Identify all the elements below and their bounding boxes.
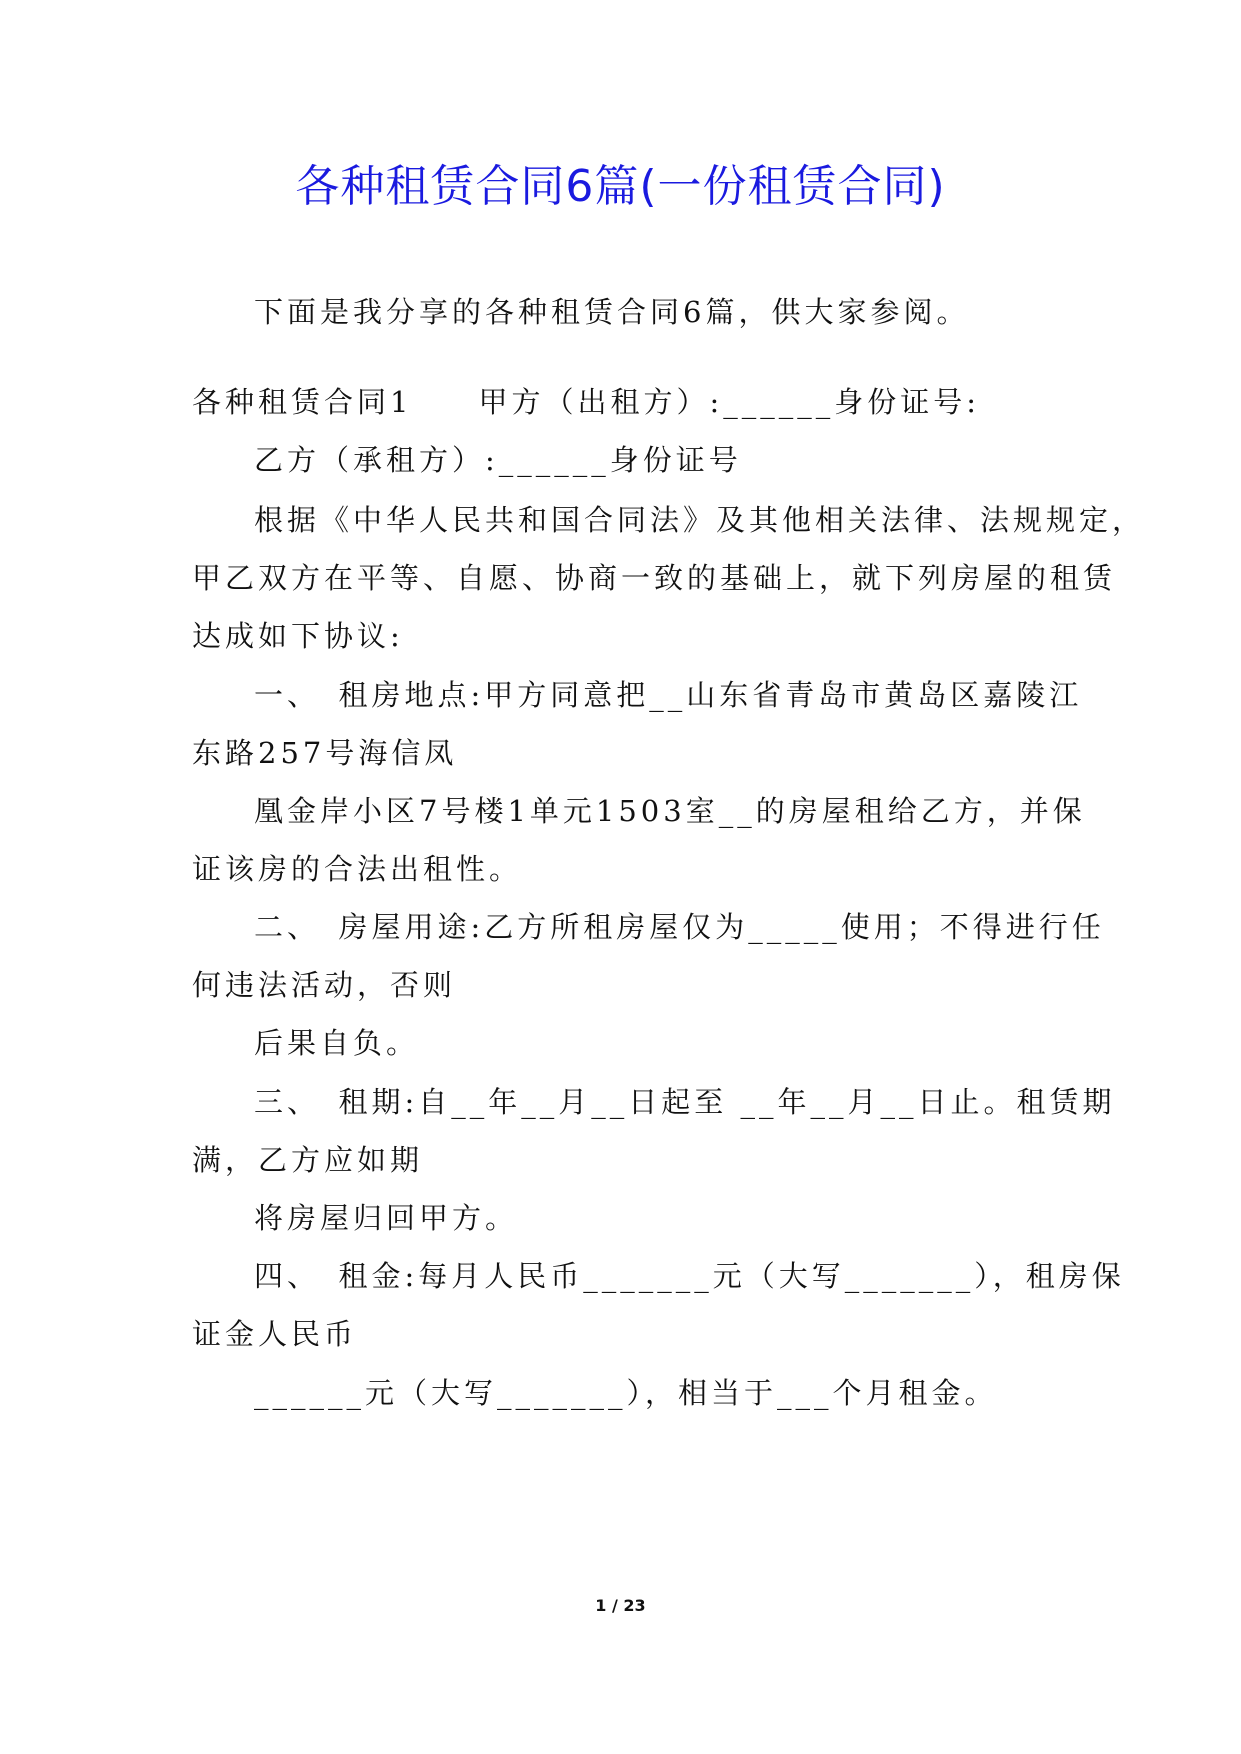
page-number: 1 / 23 bbox=[595, 1596, 646, 1615]
document-title: 各种租赁合同6篇(一份租赁合同) bbox=[295, 161, 946, 212]
clause-2-line: 二、 房屋用途:乙方所租房屋仅为_____使用；不得进行任 bbox=[254, 910, 1105, 944]
clause-2-line: 何违法活动，否则 bbox=[192, 968, 457, 1002]
paragraph-line: 根据《中华人民共和国合同法》及其他相关法律、法规规定， bbox=[254, 503, 1146, 537]
clause-2-line: 后果自负。 bbox=[254, 1026, 420, 1060]
clause-3-line: 三、 租期:自__年__月__日起至 __年__月__日止。租赁期 bbox=[254, 1085, 1116, 1119]
clause-4-line: 四、 租金:每月人民币_______元（大写_______），租房保 bbox=[254, 1259, 1125, 1293]
clause-1-line: 东路257号海信凤 bbox=[192, 736, 458, 770]
clause-4-line: 证金人民币 bbox=[192, 1317, 358, 1351]
clause-1-line: 证该房的合法出租性。 bbox=[192, 852, 523, 886]
paragraph-line: 达成如下协议: bbox=[192, 619, 404, 653]
intro-line: 下面是我分享的各种租赁合同6篇，供大家参阅。 bbox=[254, 295, 970, 329]
paragraph-line: 甲乙双方在平等、自愿、协商一致的基础上，就下列房屋的租赁 bbox=[192, 561, 1117, 595]
clause-3-line: 将房屋归回甲方。 bbox=[254, 1201, 519, 1235]
clause-4-line: ______元（大写_______），相当于___个月租金。 bbox=[254, 1376, 998, 1410]
party-b-line: 乙方（承租方）:______身份证号 bbox=[254, 443, 742, 477]
clause-1-line: 凰金岸小区7号楼1单元1503室__的房屋租给乙方，并保 bbox=[254, 794, 1086, 828]
contract-heading-line: 各种租赁合同1 甲方（出租方）:______身份证号: bbox=[192, 385, 980, 419]
clause-1-line: 一、 租房地点:甲方同意把__山东省青岛市黄岛区嘉陵江 bbox=[254, 678, 1083, 712]
clause-3-line: 满，乙方应如期 bbox=[192, 1143, 424, 1177]
